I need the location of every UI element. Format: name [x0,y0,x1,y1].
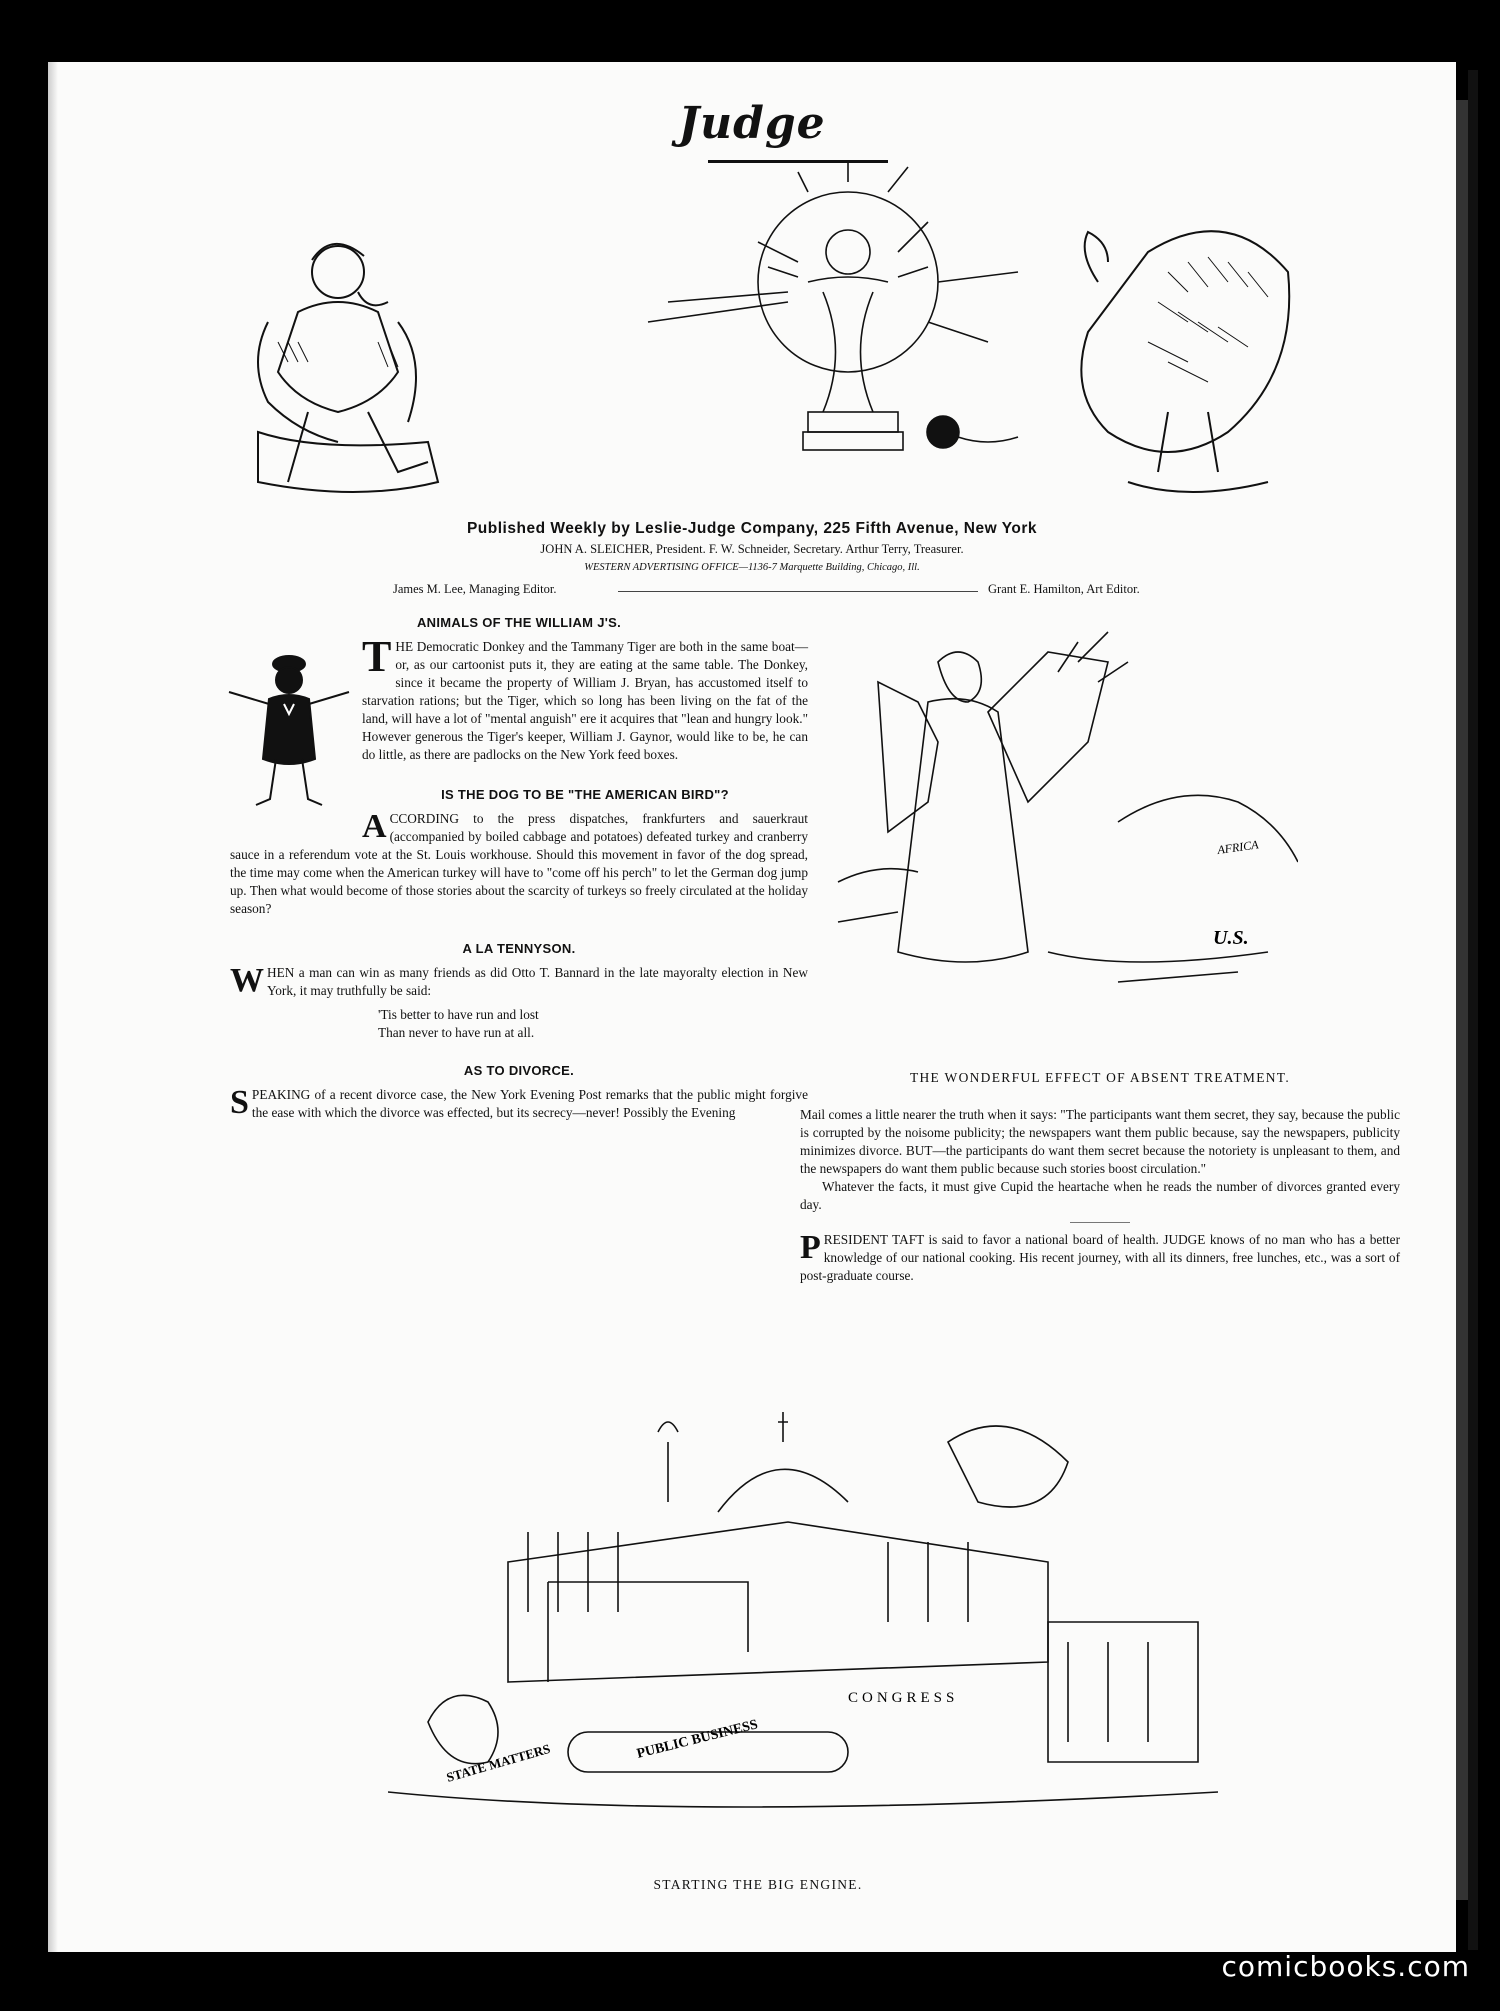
article-taft [800,1231,1400,1285]
article-tennyson [230,964,808,1042]
us-label: U.S. [1213,927,1249,949]
site-watermark: comicbooks.com [1221,1950,1470,1983]
africa-label: AFRICA [1216,837,1260,857]
right-column [800,1106,1400,1285]
dropcap-s: S [230,1084,249,1121]
state-matters-label: STATE MATTERS [444,1740,552,1785]
article-separator [1070,1222,1130,1223]
seated-boy-illustration [228,212,458,502]
divorce-continued-text: Mail comes a little nearer the truth when it says: "The participants want them secret, they say, because the public is corrupted by the noisome publicity; the newspapers want them public because, say the newspapers, publicity minimizes divorce. BUT—the participants do want them secret because the notoriety is unpleasant to them, and the newspapers do want them public because such stories boost circulation." [800,1107,1400,1176]
publisher-line: Published Weekly by Leslie-Judge Company, 225 Fifth Avenue, New York [466,520,1038,537]
turkey-illustration [1068,212,1298,512]
absent-treatment-caption: THE WONDERFUL EFFECT OF ABSENT TREATMENT. [909,1070,1291,1085]
article-animals [230,632,808,764]
congress-label: CONGRESS [848,1690,959,1706]
heading-divorce: AS TO DIVORCE. [463,1063,575,1078]
divorce-text: PEAKING of a recent divorce case, the New York Evening Post remarks that the public might forgive the ease with which the divorce was effected, but its secrecy—never! Possibly the Evening [251,1087,808,1120]
managing-editor: James M. Lee, Managing Editor. [393,582,557,596]
dropcap-w: W [230,962,264,999]
tennyson-text: HEN a man can win as many friends as did Otto T. Bannard in the late mayoralty election in New York, it may truthfully be said: [267,965,808,998]
dog-text: CCORDING to the press dispatches, frankfurters and sauerkraut (accompanied by boiled cabbage and potatoes) defeated turkey and cranberry sauce in a referendum vote at the St. Louis workhouse. Should this movement in favor of the dog spread, the time may come when the American turkey will have to "come off his perch" to let the German dog jump up. Then what would become of those stories about the scarcity of turkeys so freely circulated at the holiday season? [230,811,808,916]
editors-rule [618,591,978,592]
public-business-label: PUBLIC BUSINESS [635,1717,760,1762]
sun-cherub-illustration [608,162,1128,462]
page-spine [1456,100,1468,1900]
dropcap-t: T [362,632,392,681]
taft-text: RESIDENT TAFT is said to favor a national board of health. JUDGE knows of no man who has a better knowledge of our national cooking. His recent journey, with all its dinners, free lunches, etc., was a sort of post-graduate course. [800,1232,1400,1283]
verse-line-2: Than never to have run at all. [378,1025,535,1040]
page-edge [1468,70,1478,1950]
tammany-figure-illustration [224,644,354,814]
article-dog [230,810,808,918]
animals-text: HE Democratic Donkey and the Tammany Tiger are both in the same boat—or, as our cartoonist puts it, they are eating at the same table. The Donkey, since it became the property of William J. Bryan, has accustomed itself to starvation rations; but the Tiger, which so long has been living on the fat of the land, will have a lot of "mental anguish" ere it acquires that "lean and hungry look." However generous the Tiger's keeper, William J. Gaynor, would like to be, he can do little, as there are padlocks on the New York feed boxes. [362,639,808,762]
divorce-closing-text: Whatever the facts, it must give Cupid the heartache when he reads the number of divorces granted every day. [800,1179,1400,1212]
heading-dog: IS THE DOG TO BE "THE AMERICAN BIRD"? [441,787,729,802]
magazine-page [48,62,1456,1952]
art-editor: Grant E. Hamilton, Art Editor. [988,582,1140,596]
dropcap-a: A [362,808,387,845]
article-divorce [230,1086,808,1122]
big-engine-caption: STARTING THE BIG ENGINE. [653,1877,863,1892]
advertising-office-line: WESTERN ADVERTISING OFFICE—1136-7 Marquette Building, Chicago, Ill. [584,562,920,573]
masthead-title: Judge [678,98,826,149]
absent-treatment-cartoon [818,622,1298,1022]
big-engine-cartoon [388,1402,1218,1822]
heading-tennyson: A LA TENNYSON. [462,941,576,956]
officers-line: JOHN A. SLEICHER, President. F. W. Schneider, Secretary. Arthur Terry, Treasurer. [540,542,964,556]
heading-animals: ANIMALS OF THE WILLIAM J'S. [416,615,621,630]
page-binding-shadow [48,62,58,1952]
verse-line-1: 'Tis better to have run and lost [378,1007,539,1022]
left-column [230,614,808,1122]
dropcap-p: P [800,1229,821,1266]
